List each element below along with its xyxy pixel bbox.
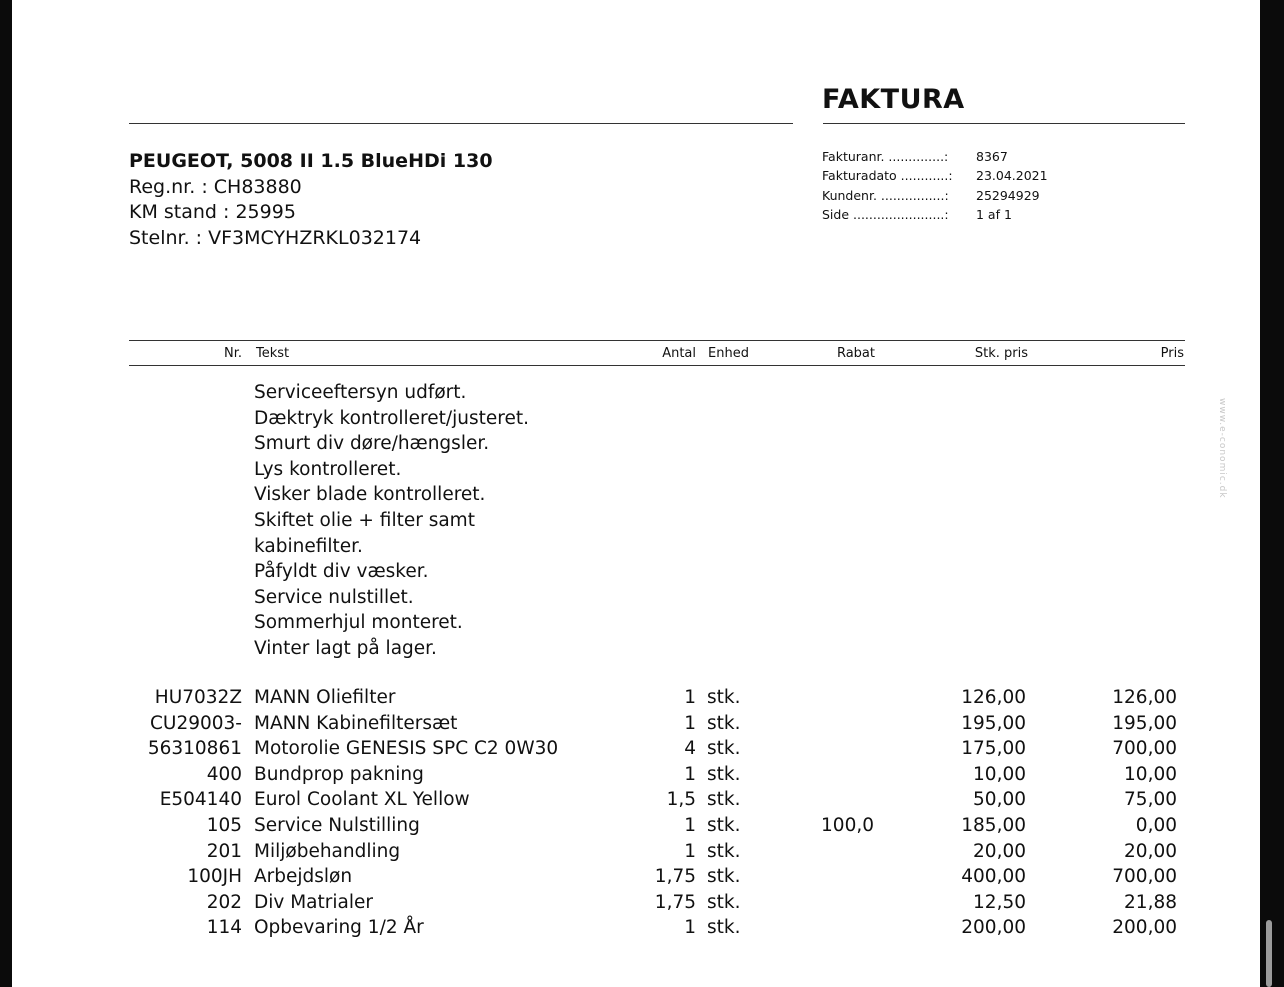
invoice-title: FAKTURA — [822, 84, 965, 115]
cell-enhed: stk. — [707, 763, 741, 785]
cell-antal: 1 — [684, 687, 696, 708]
cell-nr: HU7032Z — [154, 687, 242, 708]
table-row — [12, 713, 1260, 739]
cell-stk-pris: 400,00 — [961, 866, 1026, 888]
cell-pris: 21,88 — [1124, 891, 1177, 913]
table-row — [12, 789, 1260, 815]
cell-tekst: Arbejdsløn — [254, 866, 353, 888]
cell-pris: 10,00 — [1124, 763, 1177, 785]
cell-tekst: Motorolie GENESIS SPC C2 0W30 — [254, 738, 559, 760]
meta-value: 25294929 — [976, 187, 1040, 203]
cell-pris: 195,00 — [1112, 712, 1177, 734]
table-top-rule — [129, 340, 1185, 341]
cell-antal: 1 — [684, 840, 696, 862]
cell-stk-pris: 10,00 — [973, 763, 1026, 785]
cell-pris: 126,00 — [1112, 687, 1177, 708]
cell-antal: 1,75 — [654, 891, 696, 913]
invoice-lines — [12, 687, 1260, 943]
cell-nr: 202 — [206, 891, 242, 913]
column-header-antal: Antal — [662, 346, 696, 361]
table-row — [12, 687, 1260, 713]
meta-value: 1 af 1 — [976, 206, 1012, 222]
cell-stk-pris: 185,00 — [961, 814, 1026, 836]
cell-stk-pris: 126,00 — [961, 687, 1026, 708]
column-header-tekst: Tekst — [256, 346, 290, 361]
note-line: Smurt div døre/hængsler. — [254, 433, 490, 455]
cell-nr: 114 — [206, 917, 242, 939]
cell-tekst: Opbevaring 1/2 År — [254, 917, 424, 939]
cell-tekst: MANN Kabinefiltersæt — [254, 712, 458, 734]
cell-pris: 75,00 — [1124, 789, 1177, 811]
cell-tekst: Miljøbehandling — [254, 840, 401, 862]
table-row — [12, 815, 1260, 841]
table-row — [12, 917, 1260, 943]
meta-value: 8367 — [976, 149, 1008, 164]
cell-nr: 105 — [206, 814, 242, 836]
column-header-pris: Pris — [1160, 346, 1184, 361]
cell-enhed: stk. — [707, 917, 741, 939]
column-header-rabat: Rabat — [836, 346, 875, 361]
table-row — [12, 841, 1260, 867]
column-header-enhed: Enhed — [708, 346, 749, 361]
vehicle-model: PEUGEOT, 5008 II 1.5 BlueHDi 130 — [129, 150, 493, 172]
table-row — [12, 892, 1260, 918]
cell-antal: 4 — [684, 738, 696, 760]
cell-antal: 1 — [684, 814, 696, 836]
cell-stk-pris: 195,00 — [961, 712, 1026, 734]
cell-enhed: stk. — [707, 866, 741, 888]
note-line: Visker blade kontrolleret. — [254, 484, 486, 506]
cell-tekst: Bundprop pakning — [254, 763, 424, 785]
cell-pris: 700,00 — [1112, 738, 1177, 760]
meta-label: Fakturanr. ..............: — [822, 149, 949, 164]
table-row — [12, 866, 1260, 892]
vehicle-info — [129, 149, 493, 251]
cell-pris: 20,00 — [1124, 840, 1177, 862]
cell-stk-pris: 12,50 — [973, 891, 1026, 913]
cell-antal: 1,75 — [654, 866, 696, 888]
table-header-rule — [129, 365, 1185, 366]
meta-label: Fakturadato ............: — [822, 168, 953, 184]
note-line: Påfyldt div væsker. — [254, 561, 429, 583]
watermark-text: www.e-conomic.dk — [1217, 398, 1227, 499]
note-line: kabinefilter. — [254, 535, 363, 557]
note-line: Skiftet olie + filter samt — [254, 509, 475, 531]
meta-label: Kundenr. ................: — [822, 187, 949, 203]
table-row — [12, 764, 1260, 790]
column-header-stk-pris: Stk. pris — [974, 346, 1028, 361]
meta-value: 23.04.2021 — [976, 168, 1048, 184]
cell-tekst: Service Nulstilling — [254, 814, 420, 836]
cell-enhed: stk. — [707, 712, 741, 734]
cell-rabat: 100,0 — [821, 814, 874, 836]
meta-label: Side .......................: — [822, 206, 949, 222]
cell-nr: CU29003- — [150, 712, 242, 734]
cell-tekst: MANN Oliefilter — [254, 687, 396, 708]
cell-stk-pris: 175,00 — [961, 738, 1026, 760]
cell-pris: 700,00 — [1112, 866, 1177, 888]
cell-nr: 100JH — [187, 866, 242, 888]
cell-stk-pris: 20,00 — [973, 840, 1026, 862]
vehicle-registration: Reg.nr. : CH83880 — [129, 175, 302, 198]
cell-pris: 200,00 — [1112, 917, 1177, 939]
column-header-nr: Nr. — [223, 346, 242, 361]
note-line: Vinter lagt på lager. — [254, 637, 437, 659]
invoice-page — [12, 0, 1260, 987]
cell-tekst: Eurol Coolant XL Yellow — [254, 789, 470, 811]
cell-antal: 1 — [684, 763, 696, 785]
cell-stk-pris: 50,00 — [973, 789, 1026, 811]
cell-nr: 56310861 — [147, 738, 242, 760]
cell-nr: E504140 — [159, 789, 242, 811]
note-line: Dæktryk kontrolleret/justeret. — [254, 407, 529, 429]
cell-tekst: Div Matrialer — [254, 891, 373, 913]
cell-antal: 1,5 — [666, 789, 696, 811]
vehicle-mileage: KM stand : 25995 — [129, 201, 296, 223]
cell-nr: 201 — [206, 840, 242, 862]
header-left-rule — [129, 123, 793, 124]
note-line: Service nulstillet. — [254, 586, 414, 608]
cell-nr: 400 — [206, 763, 242, 785]
cell-enhed: stk. — [707, 891, 741, 913]
cell-enhed: stk. — [707, 789, 741, 811]
cell-enhed: stk. — [707, 687, 741, 708]
note-line: Sommerhjul monteret. — [254, 612, 463, 634]
cell-enhed: stk. — [707, 814, 741, 836]
note-line: Lys kontrolleret. — [254, 458, 402, 480]
note-line: Serviceeftersyn udført. — [254, 382, 467, 403]
vehicle-chassis-number: Stelnr. : VF3MCYHZRKL032174 — [129, 226, 422, 249]
cell-antal: 1 — [684, 712, 696, 734]
vertical-scrollbar[interactable] — [1266, 920, 1272, 987]
table-row — [12, 738, 1260, 764]
cell-stk-pris: 200,00 — [961, 917, 1026, 939]
cell-antal: 1 — [684, 917, 696, 939]
cell-pris: 0,00 — [1135, 814, 1177, 836]
cell-enhed: stk. — [707, 738, 741, 760]
service-notes — [254, 380, 529, 662]
cell-enhed: stk. — [707, 840, 741, 862]
header-right-rule — [823, 123, 1185, 124]
